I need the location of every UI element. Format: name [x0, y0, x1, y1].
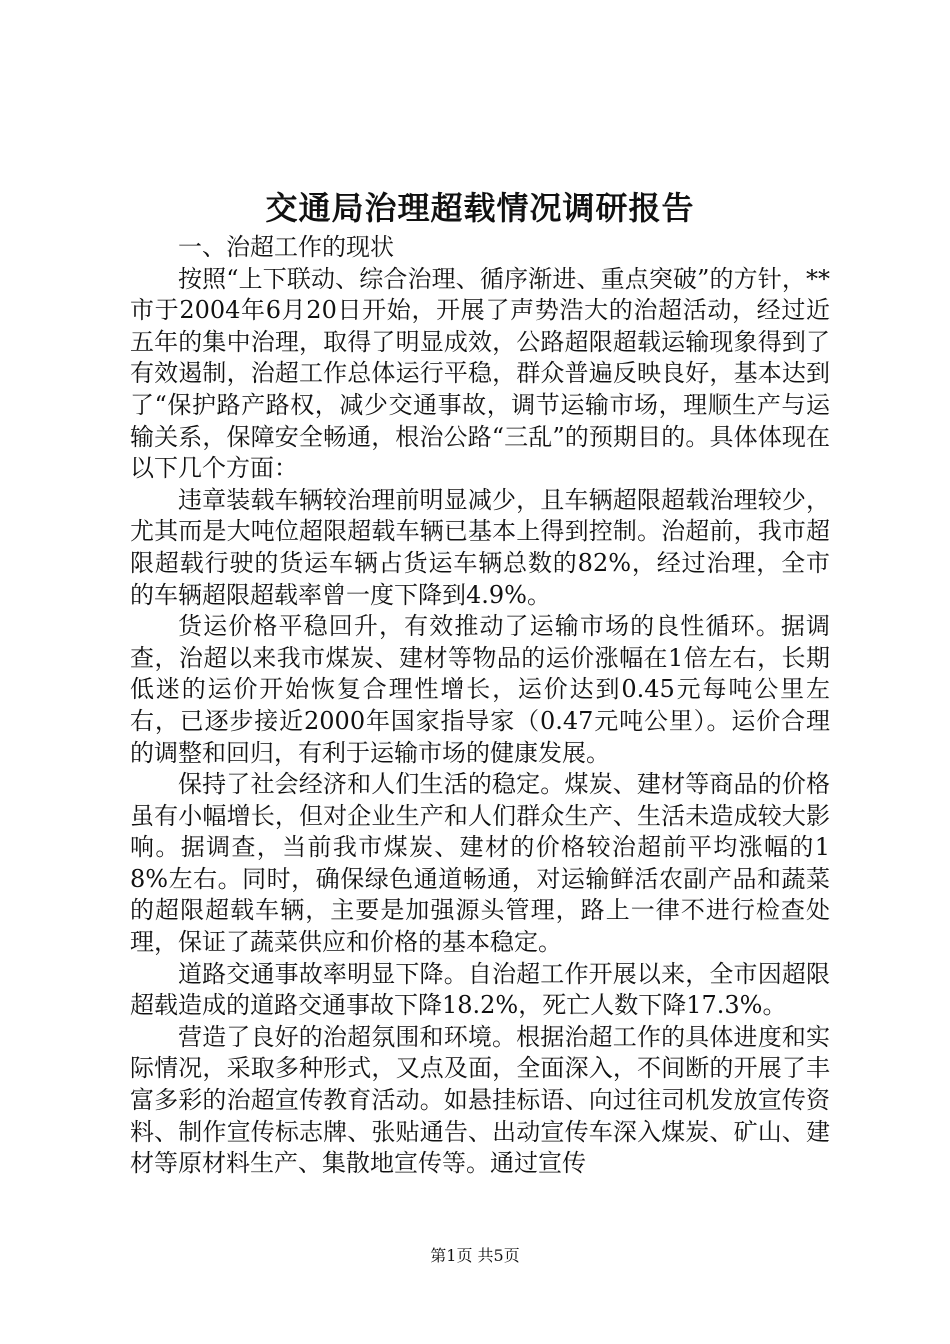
body-paragraph: 保持了社会经济和人们生活的稳定。煤炭、建材等商品的价格虽有小幅增长，但对企业生产和人们群众生产、生活未造成较大影响。据调查，当前我市煤炭、建材的价格较治超前平均涨幅的18%左右。同时，确保绿色通道畅通，对运输鲜活农副产品和蔬菜的超限超载车辆，主要是加强源头管理，路上一律不进行检查处理，保证了蔬菜供应和价格的基本稳定。: [130, 770, 830, 957]
body-paragraph: 道路交通事故率明显下降。自治超工作开展以来，全市因超限超载造成的道路交通事故下降18.2%，死亡人数下降17.3%。: [130, 959, 830, 1020]
section-heading: 一、治超工作的现状: [178, 233, 394, 261]
body-paragraph: 营造了良好的治超氛围和环境。根据治超工作的具体进度和实际情况，采取多种形式，又点及面，全面深入，不间断的开展了丰富多彩的治超宣传教育活动。如悬挂标语、向过往司机发放宣传资料、制作宣传标志牌、张贴通告、出动宣传车深入煤炭、矿山、建材等原材料生产、集散地宣传等。通过宣传: [130, 1022, 830, 1178]
body-paragraph: 违章装载车辆较治理前明显减少，且车辆超限超载治理较少，尤其而是大吨位超限超载车辆已基本上得到控制。治超前，我市超限超载行驶的货运车辆占货运车辆总数的82%，经过治理，全市的车辆超限超载率曾一度下降到4.9%。: [130, 485, 830, 609]
document-body: [130, 232, 830, 1180]
document-title: 交通局治理超载情况调研报告: [265, 189, 695, 227]
page-number-footer: 第1页 共5页: [430, 1246, 520, 1265]
body-paragraph: 按照“上下联动、综合治理、循序渐进、重点突破”的方针，**市于2004年6月20日开始，开展了声势浩大的治超活动，经过近五年的集中治理，取得了明显成效，公路超限超载运输现象得到了有效遏制，治超工作总体运行平稳，群众普遍反映良好，基本达到了“保护路产路权，减少交通事故，调节运输市场，理顺生产与运输关系，保障安全畅通，根治公路“三乱”的预期目的。具体体现在以下几个方面：: [130, 264, 830, 483]
body-paragraph: 货运价格平稳回升，有效推动了运输市场的良性循环。据调查，治超以来我市煤炭、建材等物品的运价涨幅在1倍左右，长期低迷的运价开始恢复合理性增长，运价达到0.45元每吨公里左右，已逐步接近2000年国家指导家（0.47元吨公里）。运价合理的调整和回归，有利于运输市场的健康发展。: [130, 612, 830, 767]
